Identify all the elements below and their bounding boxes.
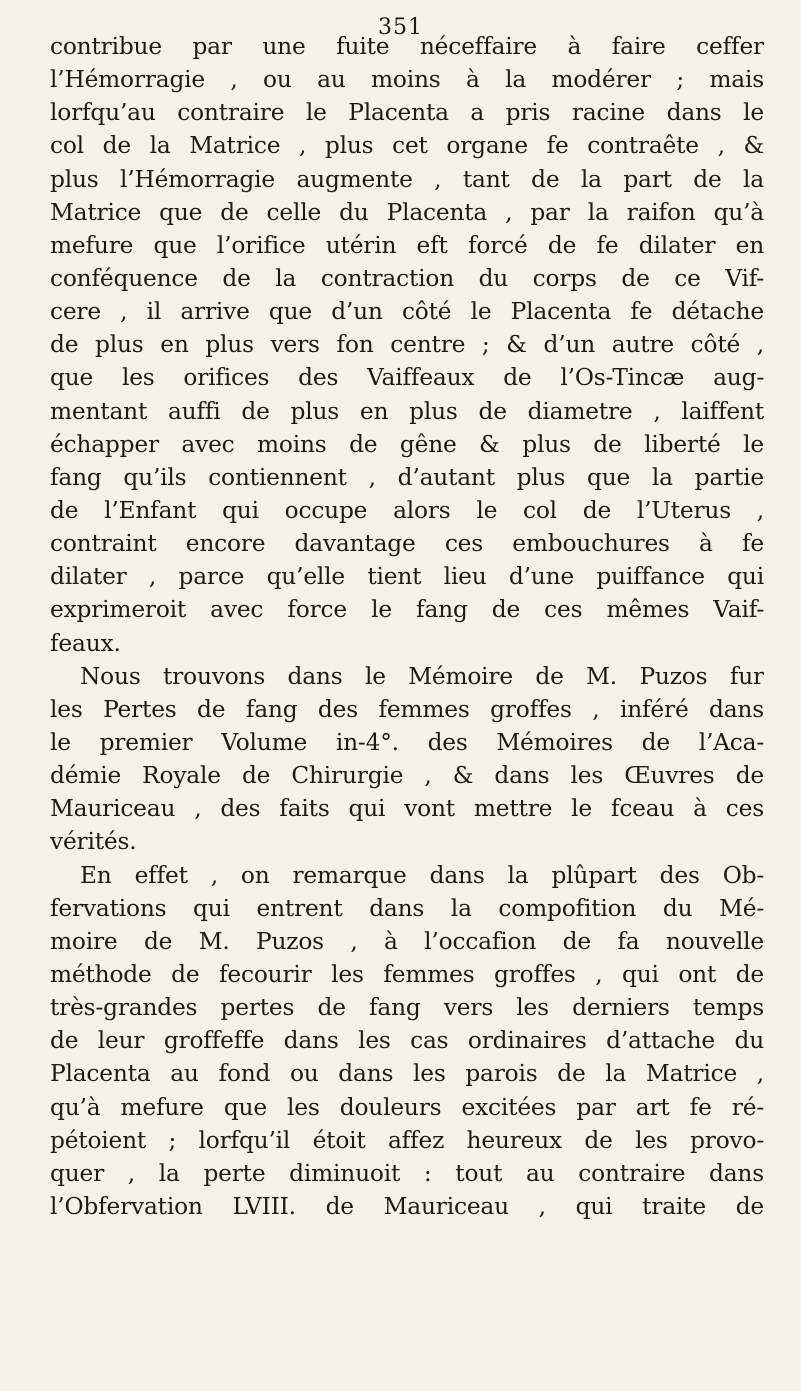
text-line: mentant auffi de plus en plus de diametre , laiffent xyxy=(50,397,764,425)
text-line: qu’à mefure que les douleurs excitées par art fe ré- xyxy=(50,1093,764,1121)
text-line: Matrice que de celle du Placenta , par la raifon qu’à xyxy=(50,198,764,226)
text-line: quer , la perte diminuoit : tout au contraire dans xyxy=(50,1159,764,1187)
page-number: 351 xyxy=(378,15,423,40)
text-line: plus l’Hémorragie augmente , tant de la part de la xyxy=(50,165,764,193)
text-line: vérités. xyxy=(50,828,137,856)
text-line: lorfqu’au contraire le Placenta a pris racine dans le xyxy=(50,99,764,127)
text-line: Mauriceau , des faits qui vont mettre le fceau à ces xyxy=(50,795,764,823)
text-line: les Pertes de fang des femmes groffes , inféré dans xyxy=(50,695,764,723)
text-line: fervations qui entrent dans la compofition du Mé- xyxy=(50,894,764,922)
text-line: fang qu’ils contiennent , d’autant plus que la partie xyxy=(50,463,764,491)
text-line: de plus en plus vers fon centre ; & d’un autre côté , xyxy=(50,331,764,359)
text-line: dilater , parce qu’elle tient lieu d’une puiffance qui xyxy=(50,563,764,591)
text-line: contribue par une fuite néceffaire à faire ceffer xyxy=(50,33,764,60)
text-line: En effet , on remarque dans la plûpart des Ob- xyxy=(80,861,764,889)
text-line: contraint encore davantage ces embouchures à fe xyxy=(50,530,764,558)
text-line: très-grandes pertes de fang vers les derniers temps xyxy=(50,994,764,1022)
text-line: mefure que l’orifice utérin eft forcé de fe dilater en xyxy=(50,231,764,259)
text-line: col de la Matrice , plus cet organe fe contraête , & xyxy=(50,132,764,160)
text-line: méthode de fecourir les femmes groffes , qui ont de xyxy=(50,960,764,988)
text-line: le premier Volume in-4°. des Mémoires de l’Aca- xyxy=(50,728,764,756)
text-line: Nous trouvons dans le Mémoire de M. Puzos fur xyxy=(80,662,764,690)
text-line: que les orifices des Vaiffeaux de l’Os-Tincæ aug- xyxy=(50,364,764,392)
text-line: de l’Enfant qui occupe alors le col de l’Uterus , xyxy=(50,496,764,524)
text-line: Placenta au fond ou dans les parois de la Matrice , xyxy=(50,1060,764,1088)
text-line: moire de M. Puzos , à l’occafion de fa nouvelle xyxy=(50,927,764,955)
text-line: exprimeroit avec force le fang de ces mêmes Vaif- xyxy=(50,596,764,624)
body-text xyxy=(50,30,764,1223)
text-line: conféquence de la contraction du corps de ce Vif- xyxy=(50,264,764,292)
text-line: de leur groffeffe dans les cas ordinaires d’attache du xyxy=(50,1027,764,1055)
text-line: pétoient ; lorfqu’il étoit affez heureux de les provo- xyxy=(50,1126,764,1154)
text-line: cere , il arrive que d’un côté le Placenta fe détache xyxy=(50,298,764,326)
text-line: démie Royale de Chirurgie , & dans les Œuvres de xyxy=(50,762,764,790)
text-line: l’Hémorragie , ou au moins à la modérer ; mais xyxy=(50,66,764,94)
text-line: échapper avec moins de gêne & plus de liberté le xyxy=(50,430,764,458)
text-line: l’Obfervation LVIII. de Mauriceau , qui traite de xyxy=(50,1192,764,1220)
text-line: feaux. xyxy=(50,629,121,657)
